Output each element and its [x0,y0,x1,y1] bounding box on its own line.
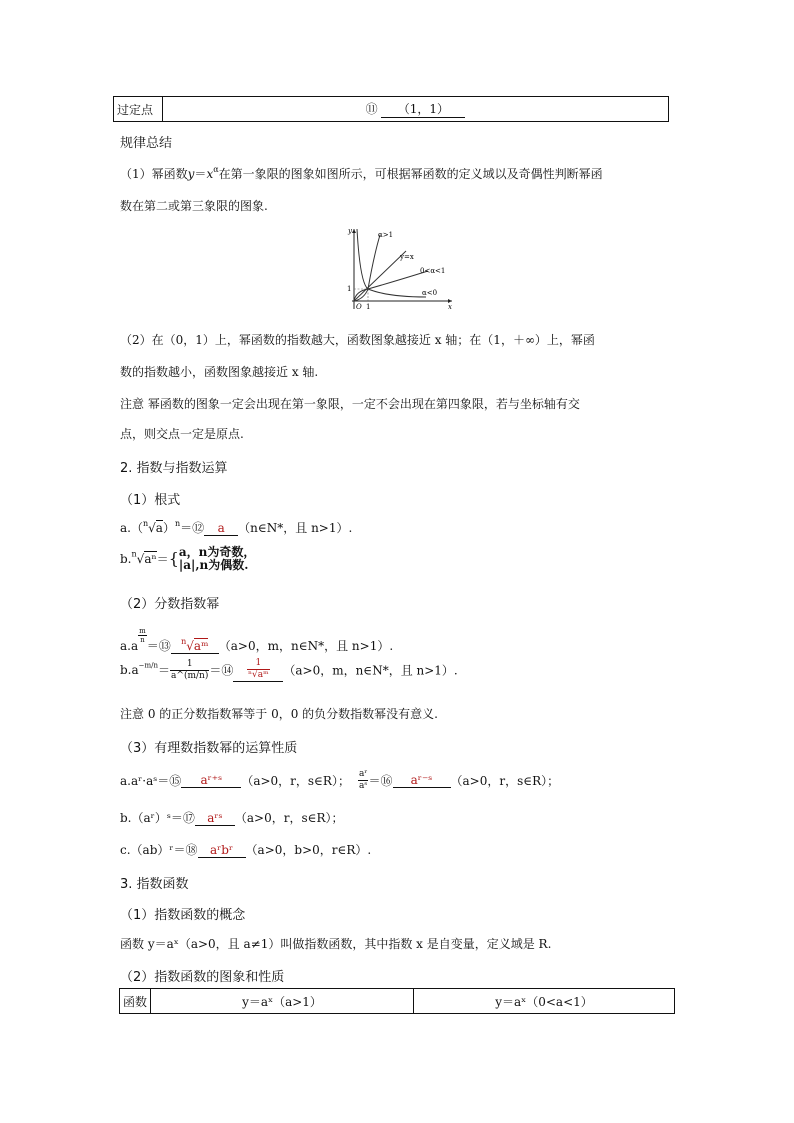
root-rule-a [120,519,352,536]
rational-c-prefix: c.（ab）ʳ＝⑱ [120,843,198,857]
section3-concept: 函数 y＝aˣ（a>0，且 a≠1）叫做指数函数，其中指数 x 是自变量，定义域是 R. [120,937,552,951]
brace: { [168,549,179,568]
root-b-radical: √ [136,552,145,566]
formula-y: y [187,167,195,181]
answer-13-index: n [181,637,187,646]
note-line2: 点，则交点一定是原点. [120,427,244,441]
answer-14-num: 1 [247,658,270,670]
rational-c-cond: （a>0，b>0，r∈R）. [245,843,372,857]
frac-a-exp-num: m [139,627,146,635]
frac-a-exp-den: n [140,636,145,644]
root-b-case1: a，n为奇数， [178,545,256,559]
root-b-cases [179,546,256,572]
rational-a-frac [358,769,369,792]
graph-label-between: 0<α<1 [420,267,446,275]
rational-rule-a [120,769,559,799]
frac-exp-rule-a [120,627,393,654]
answer-14 [233,658,283,682]
frac-b-eq1: ＝ [158,663,171,678]
answer-14-frac [247,658,270,681]
rational-b-cond: （a>0，r，s∈R）； [234,811,344,825]
circled-number: ⑪ [365,102,378,116]
section2-sub2: （2）分数指数幂 [120,597,220,612]
rule-p1-line1 [120,165,603,182]
curve-alpha-lt-0 [357,229,426,297]
rational-rule-c [120,841,371,858]
answer-15: aʳ⁺ˢ [181,773,241,788]
formula-x: x [206,167,214,181]
root-rule-b [120,546,255,576]
rational-a-cond: （a>0，r，s∈R）； [241,774,350,788]
answer-17: aʳˢ [195,811,235,826]
formula-alpha: α [213,165,219,174]
rational-a-eq2: ＝⑯ [368,774,393,788]
frac-b-fraction [170,659,209,682]
power-function-graph [336,225,456,311]
section3-sub1: （1）指数函数的概念 [120,908,246,923]
y-axis-arrow [352,229,356,233]
frac-b-eq2: ＝⑭ [209,663,234,678]
answer-13: $^n$√aᵐ [171,639,219,654]
rational-rule-b [120,809,344,826]
root-a-cond: （n∈N*，且 n>1）. [238,521,353,535]
rule-p1-line2: 数在第二或第三象限的图象. [120,199,268,213]
graph-label-one-x: 1 [366,303,371,311]
exp-table-header-a-gt-1: y＝aˣ（a>1） [151,989,414,1014]
root-a-prefix: a.（ [120,521,143,535]
frac-b-exp: −m/n [138,661,159,670]
section2-heading: 2. 指数与指数运算 [120,461,228,476]
graph-label-x: x [448,303,452,311]
formula-eq: ＝ [194,167,207,181]
root-a-pow: n [174,519,181,528]
rule-p1-suffix: 在第一象限的图象如图所示，可根据幂函数的定义域以及奇偶性判断幂函 [218,167,603,181]
rational-a-frac-num: aʳ [358,769,368,779]
exp-function-table [119,988,675,1014]
root-a-eq: ＝⑫ [180,521,205,535]
answer-14-den: ⁿ√aᵐ [248,670,269,680]
graph-label-y: y [348,227,352,235]
graph-label-alpha-lt-0: α<0 [422,289,438,297]
frac-b-num: 1 [170,659,209,671]
frac-a-prefix: a.a [120,639,139,653]
root-b-body: aⁿ [144,552,157,566]
section3-heading: 3. 指数函数 [120,877,189,892]
root-a-body: a [155,521,163,535]
rule-p2-line1: （2）在（0，1）上，幂函数的指数越大，函数图象越接近 x 轴；在（1，＋∞）上，幂函 [120,333,595,347]
graph-label-y-eq-x: y=x [400,253,414,261]
section2-note: 注意 0 的正分数指数幂等于 0，0 的负分数指数幂没有意义. [120,707,438,721]
frac-b-den: a^(m/n) [171,670,209,681]
root-b-prefix: b. [120,552,132,566]
root-a-radical: √ [148,521,156,535]
section2-sub3: （3）有理数指数幂的运算性质 [120,741,298,756]
rule-p2-line2: 数的指数越小，函数图象越接近 x 轴. [120,365,319,379]
section3-sub2: （2）指数函数的图象和性质 [120,970,285,985]
root-b-eq: ＝ [156,552,169,567]
answer-12: a [204,521,238,536]
exp-table-header-func: 函数 [120,989,151,1014]
rational-b-prefix: b.（aʳ）ˢ＝⑰ [120,811,195,825]
exp-table-header-a-lt-1: y＝aˣ（0<a<1） [414,989,675,1014]
root-b-case2: |a|,n为偶数. [178,558,249,572]
section2-sub1: （1）根式 [120,493,181,508]
graph-label-origin: O [356,303,362,311]
root-a-index: n [142,519,149,528]
frac-a-eq: ＝⑬ [146,639,171,653]
answer-16: aʳ⁻ˢ [393,773,451,788]
frac-b-cond: （a>0，m，n∈N*，且 n>1）. [283,663,458,678]
rule-p1-prefix: （1）幂函数 [120,167,188,181]
frac-b-prefix: b.a [120,663,139,677]
note-line1: 注意 幂函数的图象一定会出现在第一象限，一定不会出现在第四象限，若与坐标轴有交 [120,397,580,411]
rational-a-frac-den: aˢ [359,781,368,791]
frac-a-exp [138,627,147,644]
top-table [113,96,669,122]
rational-a-prefix: a.aʳ·aˢ＝⑮ [120,774,182,788]
top-table-label: 过定点 [114,97,163,122]
answer-11: （1，1） [381,100,465,118]
top-table-value-cell [163,97,669,122]
answer-18: aʳbʳ [198,843,246,858]
root-a-close: ） [162,521,175,535]
graph-label-alpha-gt-1: α>1 [378,231,394,239]
graph-label-one-y: 1 [347,285,352,293]
frac-a-cond: （a>0，m，n∈N*，且 n>1）. [218,639,394,653]
root-b-index: n [131,549,137,559]
answer-13-body: aᵐ [193,639,209,653]
frac-exp-rule-b [120,658,458,688]
rule-summary-title: 规律总结 [120,136,173,151]
rational-a-cond2: （a>0，r，s∈R）； [450,774,560,788]
